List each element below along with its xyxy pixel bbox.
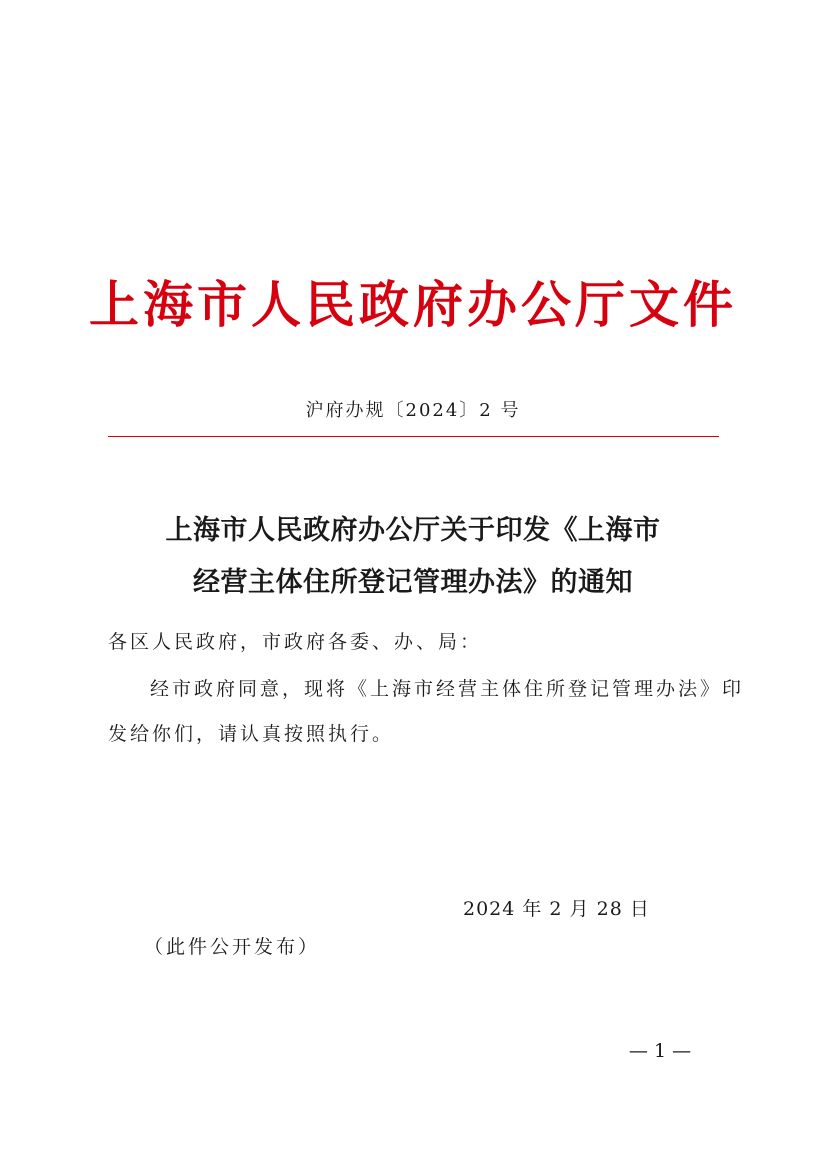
salutation: 各区人民政府，市政府各委、办、局： — [108, 631, 483, 653]
issue-date: 2024 年 2 月 28 日 — [463, 898, 650, 920]
document-number: 沪府办规〔2024〕2 号 — [305, 400, 521, 421]
notice-title — [0, 505, 826, 609]
page-number: — 1 — — [628, 1040, 692, 1062]
body-paragraph-line-2: 发给你们，请认真按照执行。 — [108, 723, 395, 745]
body-paragraph-line-1: 经市政府同意，现将《上海市经营主体住所登记管理办法》印 — [150, 678, 745, 700]
notice-title-line-1: 上海市人民政府办公厅关于印发《上海市 — [165, 515, 661, 546]
red-separator-rule — [108, 436, 719, 437]
notice-title-line-2: 经营主体住所登记管理办法》的通知 — [193, 567, 633, 598]
masthead-title: 上海市人民政府办公厅文件 — [89, 275, 737, 334]
public-release-note: （此件公开发布） — [144, 936, 321, 958]
